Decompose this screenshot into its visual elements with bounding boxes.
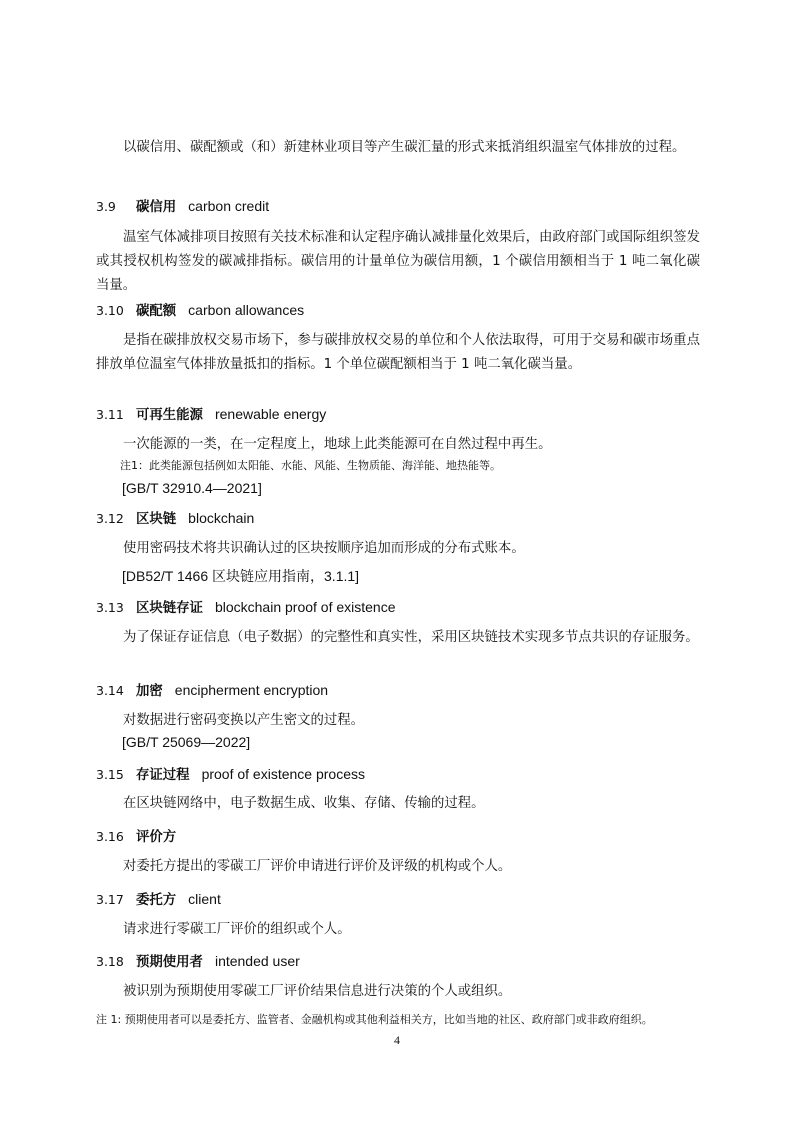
- term-heading-3-10: [96, 301, 304, 321]
- term-english: renewable energy: [214, 406, 327, 422]
- term-source-3-14: [GB/T 25069—2022]: [122, 734, 251, 750]
- term-english: client: [188, 891, 221, 907]
- term-chinese: 评价方: [136, 830, 177, 845]
- term-definition-3-17: 请求进行零碳工厂评价的组织或个人。: [123, 922, 351, 937]
- term-source-3-12: [DB52/T 1466 区块链应用指南，3.1.1]: [122, 568, 360, 584]
- term-definition-3-13: 为了保证存证信息（电子数据）的完整性和真实性，采用区块链技术实现多节点共识的存证服务。: [123, 630, 699, 645]
- term-source-3-11: [GB/T 32910.4—2021]: [122, 480, 262, 496]
- term-chinese: 碳信用: [136, 200, 177, 215]
- term-english: intended user: [214, 953, 300, 969]
- term-number: 3.13: [96, 600, 124, 615]
- term-definition-3-11: 一次能源的一类，在一定程度上，地球上此类能源可在自然过程中再生。: [123, 437, 552, 452]
- term-number: 3.15: [96, 767, 124, 782]
- term-heading-3-17: [96, 890, 221, 910]
- term-chinese: 碳配额: [136, 304, 177, 319]
- term-heading-3-9: [96, 197, 269, 217]
- term-note-3-11: 注1：此类能源包括例如太阳能、水能、风能、生物质能、海洋能、地热能等。: [120, 459, 501, 472]
- term-chinese: 区块链: [136, 512, 177, 527]
- term-english: proof of existence process: [201, 766, 365, 782]
- term-number: 3.12: [96, 511, 124, 526]
- term-english: encipherment encryption: [174, 682, 329, 698]
- term-chinese: 可再生能源: [136, 408, 203, 423]
- page-number: 4: [394, 1033, 400, 1047]
- term-number: 3.16: [96, 829, 124, 844]
- term-english: carbon credit: [188, 198, 270, 214]
- term-heading-3-16: [96, 827, 188, 847]
- term-chinese: 加密: [136, 684, 163, 699]
- term-number: 3.18: [96, 954, 124, 969]
- term-definition-3-14: 对数据进行密码变换以产生密文的过程。: [123, 713, 365, 728]
- term-number: 3.17: [96, 892, 124, 907]
- term-heading-3-12: [96, 509, 254, 529]
- term-english: carbon allowances: [188, 302, 305, 318]
- term-chinese: 委托方: [136, 893, 177, 908]
- term-heading-3-14: [96, 681, 328, 701]
- term-number: 3.11: [96, 407, 124, 422]
- term-english: blockchain proof of existence: [214, 599, 396, 615]
- term-number: 3.14: [96, 683, 124, 698]
- term-definition-3-12: 使用密码技术将共识确认过的区块按顺序追加而形成的分布式账本。: [123, 541, 525, 556]
- term-heading-3-11: [96, 405, 326, 425]
- term-chinese: 预期使用者: [136, 955, 203, 970]
- term-number: 3.10: [96, 303, 124, 318]
- term-definition-3-9: 温室气体减排项目按照有关技术标准和认定程序确认减排量化效果后，由政府部门或国际组织签发或其授权机构签发的碳减排指标。碳信用的计量单位为碳信用额，1 个碳信用额相当于 1 吨二氧化碳当量。: [96, 230, 700, 293]
- term-note-3-18: 注 1: 预期使用者可以是委托方、监管者、金融机构或其他利益相关方，比如当地的社区、政府部门或非政府组织。: [96, 1013, 653, 1026]
- term-heading-3-15: [96, 765, 365, 785]
- intro-paragraph: 以碳信用、碳配额或（和）新建林业项目等产生碳汇量的形式来抵消组织温室气体排放的过程。: [123, 140, 686, 155]
- term-definition-3-15: 在区块链网络中，电子数据生成、收集、存储、传输的过程。: [123, 796, 485, 811]
- term-number: 3.9: [96, 199, 116, 214]
- term-definition-3-10: 是指在碳排放权交易市场下，参与碳排放权交易的单位和个人依法取得，可用于交易和碳市场重点排放单位温室气体排放量抵扣的指标。1 个单位碳配额相当于 1 吨二氧化碳当量。: [96, 333, 700, 372]
- term-definition-3-18: 被识别为预期使用零碳工厂评价结果信息进行决策的个人或组织。: [123, 984, 512, 999]
- term-heading-3-18: [96, 952, 300, 972]
- term-english: blockchain: [188, 510, 255, 526]
- term-heading-3-13: [96, 598, 396, 618]
- term-chinese: 区块链存证: [136, 601, 203, 616]
- term-definition-3-16: 对委托方提出的零碳工厂评价申请进行评价及评级的机构或个人。: [123, 859, 512, 874]
- term-chinese: 存证过程: [136, 768, 190, 783]
